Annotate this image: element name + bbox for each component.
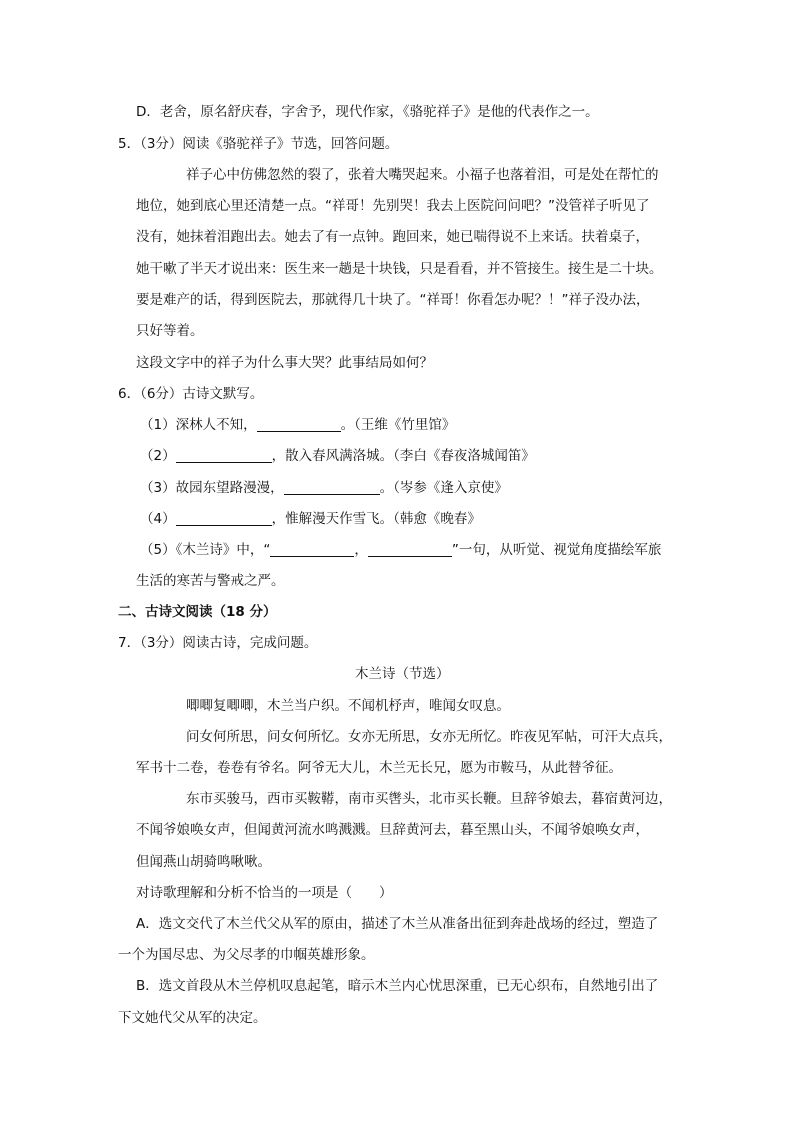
dictation-item-3 bbox=[140, 479, 508, 497]
poem-title: 木兰诗（节选） bbox=[355, 666, 450, 682]
dictation-suffix: 。（王维《竹里馆》 bbox=[340, 417, 456, 433]
dictation-item-2 bbox=[140, 447, 535, 465]
poem-line: 军书十二卷，卷卷有爷名。阿爷无大儿，木兰无长兄，愿为市鞍马，从此替爷征。 bbox=[136, 760, 622, 776]
question-7-prompt: 对诗歌理解和分析不恰当的一项是（ ） bbox=[136, 885, 393, 901]
dictation-item-1 bbox=[140, 416, 455, 434]
section-2-heading: 二、古诗文阅读（18 分） bbox=[118, 604, 277, 620]
dictation-prefix: （2） bbox=[140, 448, 176, 464]
answer-blank[interactable] bbox=[270, 542, 354, 557]
option-a-continued: 一个为国尽忠、为父尽孝的巾帼英雄形象。 bbox=[118, 947, 375, 963]
option-b-continued: 下文她代父从军的决定。 bbox=[118, 1010, 267, 1026]
option-a: A．选文交代了木兰代父从军的原由，描述了木兰从准备出征到奔赴战场的经过，塑造了 bbox=[136, 916, 659, 932]
answer-blank[interactable] bbox=[257, 417, 341, 432]
dictation-item-5-continued: 生活的寒苦与警戒之严。 bbox=[136, 573, 285, 589]
poem-line: 东市买骏马，西市买鞍鞯，南市买辔头，北市买长鞭。旦辞爷娘去，暮宿黄河边， bbox=[186, 791, 672, 807]
excerpt-line: 没有，她抹着泪跑出去。她去了有一点钟。跑回来，她已喘得说不上来话。扶着桌子， bbox=[136, 229, 649, 245]
dictation-suffix: ，惟解漫天作雪飞。（韩愈《晚春》 bbox=[271, 511, 481, 527]
answer-blank[interactable] bbox=[368, 542, 452, 557]
poem-line: 但闻燕山胡骑鸣啾啾。 bbox=[136, 854, 271, 870]
excerpt-line: 地位，她到底心里还清楚一点。“祥哥！先别哭！我去上医院问问吧？”没管祥子听见了 bbox=[136, 198, 650, 214]
poem-line: 问女何所思，问女何所忆。女亦无所思，女亦无所忆。昨夜见军帖，可汗大点兵， bbox=[186, 729, 672, 745]
dictation-suffix: 。（岑参《逢入京使》 bbox=[379, 480, 508, 496]
answer-blank[interactable] bbox=[284, 480, 380, 495]
excerpt-line: 她干嗽了半天才说出来：医生来一趟是十块钱，只是看看，并不管接生。接生是二十块。 bbox=[136, 261, 663, 277]
dictation-suffix: ，散入春风满洛城。（李白《春夜洛城闻笛》 bbox=[271, 448, 535, 464]
answer-blank[interactable] bbox=[176, 448, 272, 463]
dictation-prefix: （4） bbox=[140, 511, 176, 527]
question-7-heading: 7．（3分）阅读古诗，完成问题。 bbox=[118, 635, 318, 651]
poem-line: 不闻爷娘唤女声，但闻黄河流水鸣溅溅。旦辞黄河去，暮至黑山头，不闻爷娘唤女声， bbox=[136, 822, 649, 838]
question-5-heading: 5．（3分）阅读《骆驼祥子》节选，回答问题。 bbox=[118, 136, 399, 152]
answer-blank[interactable] bbox=[176, 511, 272, 526]
dictation-prefix: （1）深林人不知， bbox=[140, 417, 257, 433]
dictation-item-4 bbox=[140, 510, 481, 528]
excerpt-line: 要是难产的话，得到医院去，那就得几十块了。“祥哥！你看怎办呢？！”祥子没办法， bbox=[136, 292, 650, 308]
question-6-heading: 6．（6分）古诗文默写。 bbox=[118, 386, 264, 402]
dictation-item-5 bbox=[140, 541, 661, 559]
excerpt-line: 祥子心中仿佛忽然的裂了，张着大嘴哭起来。小福子也落着泪，可是处在帮忙的 bbox=[186, 167, 659, 183]
poem-line: 唧唧复唧唧，木兰当户织。不闻机杼声，唯闻女叹息。 bbox=[186, 698, 510, 714]
dictation-separator: ， bbox=[354, 542, 368, 558]
dictation-prefix: （5）《木兰诗》中，“ bbox=[140, 542, 271, 558]
dictation-suffix: ”一句，从听觉、视觉角度描绘军旅 bbox=[451, 542, 662, 558]
dictation-prefix: （3）故园东望路漫漫， bbox=[140, 480, 284, 496]
option-b: B．选文首段从木兰停机叹息起笔，暗示木兰内心忧思深重，已无心织布，自然地引出了 bbox=[136, 978, 659, 994]
question-5-prompt: 这段文字中的祥子为什么事大哭？此事结局如何？ bbox=[136, 355, 433, 371]
option-d: D．老舍，原名舒庆春，字舍予，现代作家，《骆驼祥子》是他的代表作之一。 bbox=[136, 104, 599, 120]
excerpt-line: 只好等着。 bbox=[136, 323, 204, 339]
